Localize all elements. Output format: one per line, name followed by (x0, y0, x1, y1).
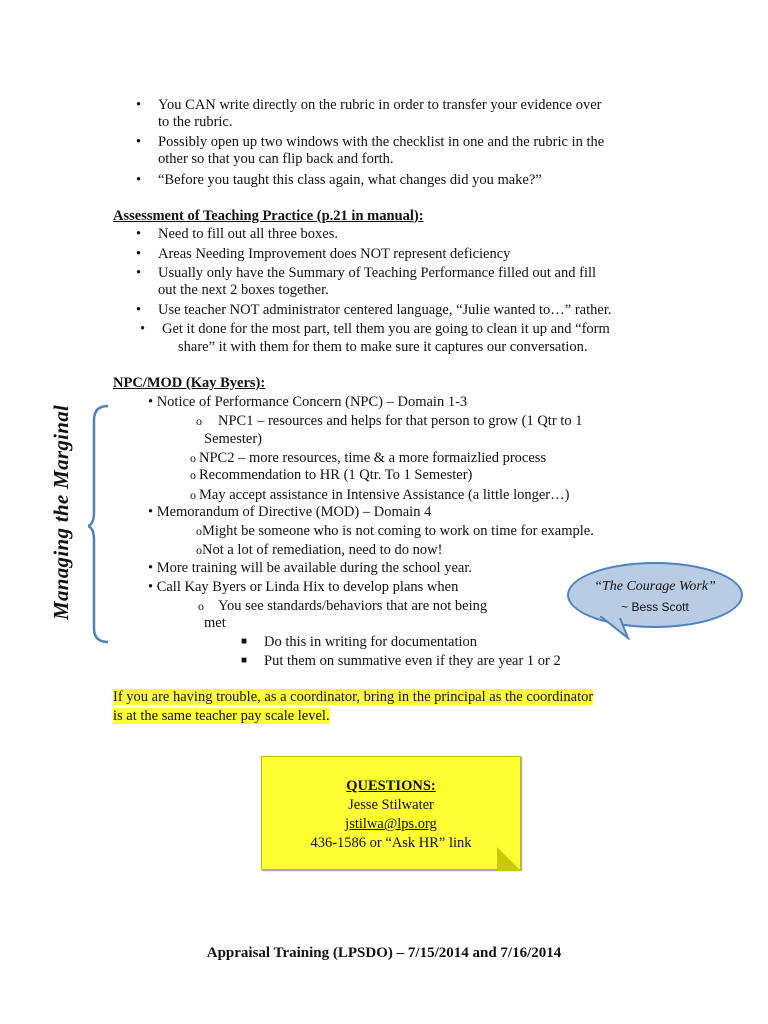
circle-bullet-icon: o (198, 599, 204, 613)
square-bullet-icon: ■ (241, 655, 248, 666)
bullet-icon: • (136, 172, 142, 188)
phone-text: 436-1586 or “Ask HR” link (310, 835, 472, 851)
call-text: Call Kay Byers or Linda Hix to develop plans when (156, 579, 459, 595)
brace-icon (88, 404, 110, 644)
bullet-text: to the rubric. (158, 114, 233, 130)
page-footer: Appraisal Training (LPSDO) – 7/15/2014 and 7/16/2014 (206, 945, 562, 961)
quote-text: “The Courage Work” (594, 579, 716, 594)
quote-author: ~ Bess Scott (621, 600, 689, 614)
contact-name: Jesse Stilwater (348, 797, 434, 813)
list-item: • Notice of Performance Concern (NPC) – Domain 1-3 (148, 394, 468, 410)
bullet-text: Get it done for the most part, tell them you are going to clean it up and “form (162, 321, 610, 337)
sub-item-text: NPC1 – resources and helps for that person to grow (1 Qtr to 1 (218, 413, 583, 429)
bullet-text: You CAN write directly on the rubric in order to transfer your evidence over (158, 97, 602, 113)
bullet-text: Use teacher NOT administrator centered language, “Julie wanted to…” rather. (158, 302, 612, 318)
bullet-text: other so that you can flip back and forth. (158, 151, 394, 167)
questions-note (261, 756, 521, 870)
bullet-icon: • (136, 302, 142, 318)
page-fold-icon (497, 847, 521, 871)
circle-bullet-icon: o (196, 414, 202, 428)
sub-sub-item-text: Do this in writing for documentation (264, 634, 478, 650)
bullet-text: Possibly open up two windows with the checklist in one and the rubric in the (158, 134, 605, 150)
bullet-icon: • (136, 265, 142, 281)
bubble-tail-icon (600, 616, 630, 640)
list-item: o Recommendation to HR (1 Qtr. To 1 Semester) (190, 467, 473, 483)
highlight-line (113, 688, 593, 706)
quote-bubble (567, 562, 743, 628)
list-item: oMight be someone who is not coming to work on time for example. (196, 523, 594, 539)
list-item: o NPC2 – more resources, time & a more formaizlied process (190, 450, 547, 466)
side-label: Managing the Marginal (49, 404, 73, 620)
bullet-icon: • (140, 321, 146, 337)
bullet-text: Areas Needing Improvement does NOT represent deficiency (158, 246, 511, 262)
bullet-text: share” it with them for them to make sure it captures our conversation. (178, 339, 588, 355)
bullet-icon: • (136, 246, 142, 262)
sub-item-text: Not a lot of remediation, need to do now! (202, 542, 443, 558)
sub-item-text: Might be someone who is not coming to work on time for example. (202, 523, 594, 539)
sub-item-text: Recommendation to HR (1 Qtr. To 1 Semester) (199, 467, 473, 483)
bullet-icon: • (136, 97, 142, 113)
bullet-text: Need to fill out all three boxes. (158, 226, 338, 242)
questions-title: QUESTIONS: (346, 778, 436, 794)
training-text: More training will be available during the school year. (156, 560, 472, 576)
bullet-text: Usually only have the Summary of Teaching Performance filled out and fill (158, 265, 597, 281)
highlight-text: If you are having trouble, as a coordinator, bring in the principal as the coordinator (113, 689, 594, 705)
bullet-icon: • (136, 134, 142, 150)
memo-text: Memorandum of Directive (MOD) – Domain 4 (156, 504, 432, 520)
assessment-heading: Assessment of Teaching Practice (p.21 in manual): (113, 208, 424, 224)
sub-item-text: Semester) (204, 431, 262, 447)
notice-text: Notice of Performance Concern (NPC) – Domain 1-3 (156, 394, 468, 410)
sub-item-text: NPC2 – more resources, time & a more formaizlied process (199, 450, 547, 466)
email-link[interactable]: jstilwa@lps.org (345, 816, 437, 832)
bullet-text: out the next 2 boxes together. (158, 282, 329, 298)
list-item: • Call Kay Byers or Linda Hix to develop plans when (148, 579, 459, 595)
bullet-icon: • (136, 226, 142, 242)
highlight-text: is at the same teacher pay scale level. (113, 708, 330, 724)
sub-item-text: You see standards/behaviors that are not being (218, 598, 488, 614)
sub-item-text: May accept assistance in Intensive Assistance (a little longer…) (199, 487, 570, 503)
npc-heading: NPC/MOD (Kay Byers): (113, 375, 266, 391)
bullet-text: “Before you taught this class again, what changes did you make?” (158, 172, 542, 188)
square-bullet-icon: ■ (241, 636, 248, 647)
highlight-line (113, 707, 330, 725)
sub-item-text: met (204, 615, 226, 631)
list-item: • Memorandum of Directive (MOD) – Domain 4 (148, 504, 432, 520)
sub-sub-item-text: Put them on summative even if they are year 1 or 2 (264, 653, 561, 669)
list-item: oNot a lot of remediation, need to do now! (196, 542, 443, 558)
list-item: o May accept assistance in Intensive Assistance (a little longer…) (190, 487, 570, 503)
list-item: • More training will be available during the school year. (148, 560, 472, 576)
